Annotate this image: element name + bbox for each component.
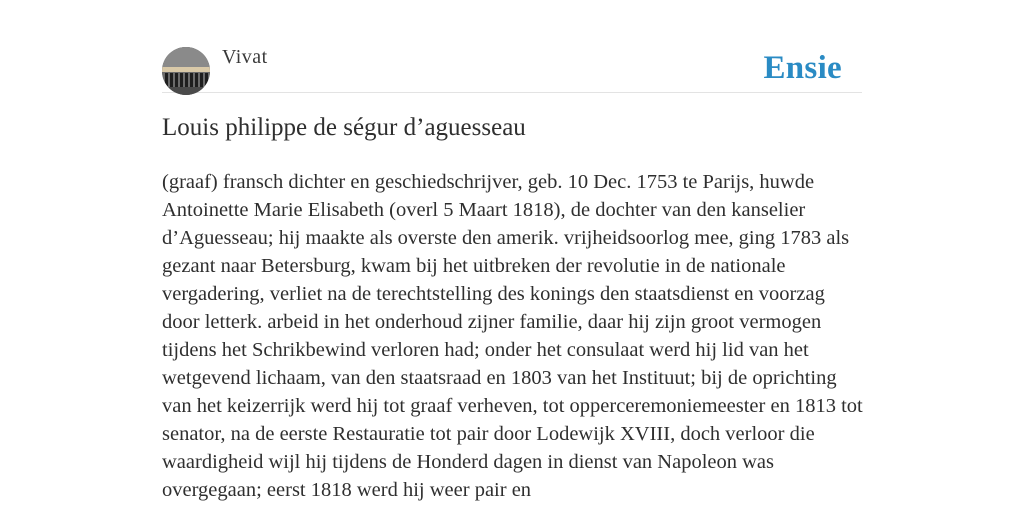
article-page xyxy=(162,0,862,512)
avatar-image-icon xyxy=(162,47,210,95)
header xyxy=(162,46,862,93)
article-title: Louis philippe de ségur d’aguesseau xyxy=(162,114,526,141)
article-body: (graaf) fransch dichter en geschiedschrijver, geb. 10 Dec. 1753 te Parijs, huwde Antoinette Marie Elisabeth (overl 5 Maart 1818), de dochter van den kanselier d’Aguesseau; hij maakte als overste den amerik. vrijheidsoorlog mee, ging 1783 als gezant naar Betersburg, kwam bij het uitbreken der revolutie in de nationale vergadering, verliet na de terechtstelling des konings den staatsdienst en voorzag door letterk. arbeid in het onderhoud zijner familie, daar hij zijn groot vermogen tijdens het Schrikbewind verloren had; onder het consulaat werd hij lid van het wetgevend lichaam, van den staatsraad en 1803 van het Instituut; bij de oprichting van het keizerrijk werd hij tot graaf verheven, tot opperceremoniemeester en 1813 tot senator, na de eerste Restauratie tot pair door Lodewijk XVIII, doch verloor die waardigheid wijl hij tijdens de Honderd dagen in dienst van Napoleon was overgegaan; eerst 1818 werd hij weer pair en xyxy=(162,171,863,501)
author-avatar[interactable] xyxy=(162,47,210,95)
author-name[interactable]: Vivat xyxy=(222,46,268,68)
brand-logo[interactable]: Ensie xyxy=(763,50,842,86)
